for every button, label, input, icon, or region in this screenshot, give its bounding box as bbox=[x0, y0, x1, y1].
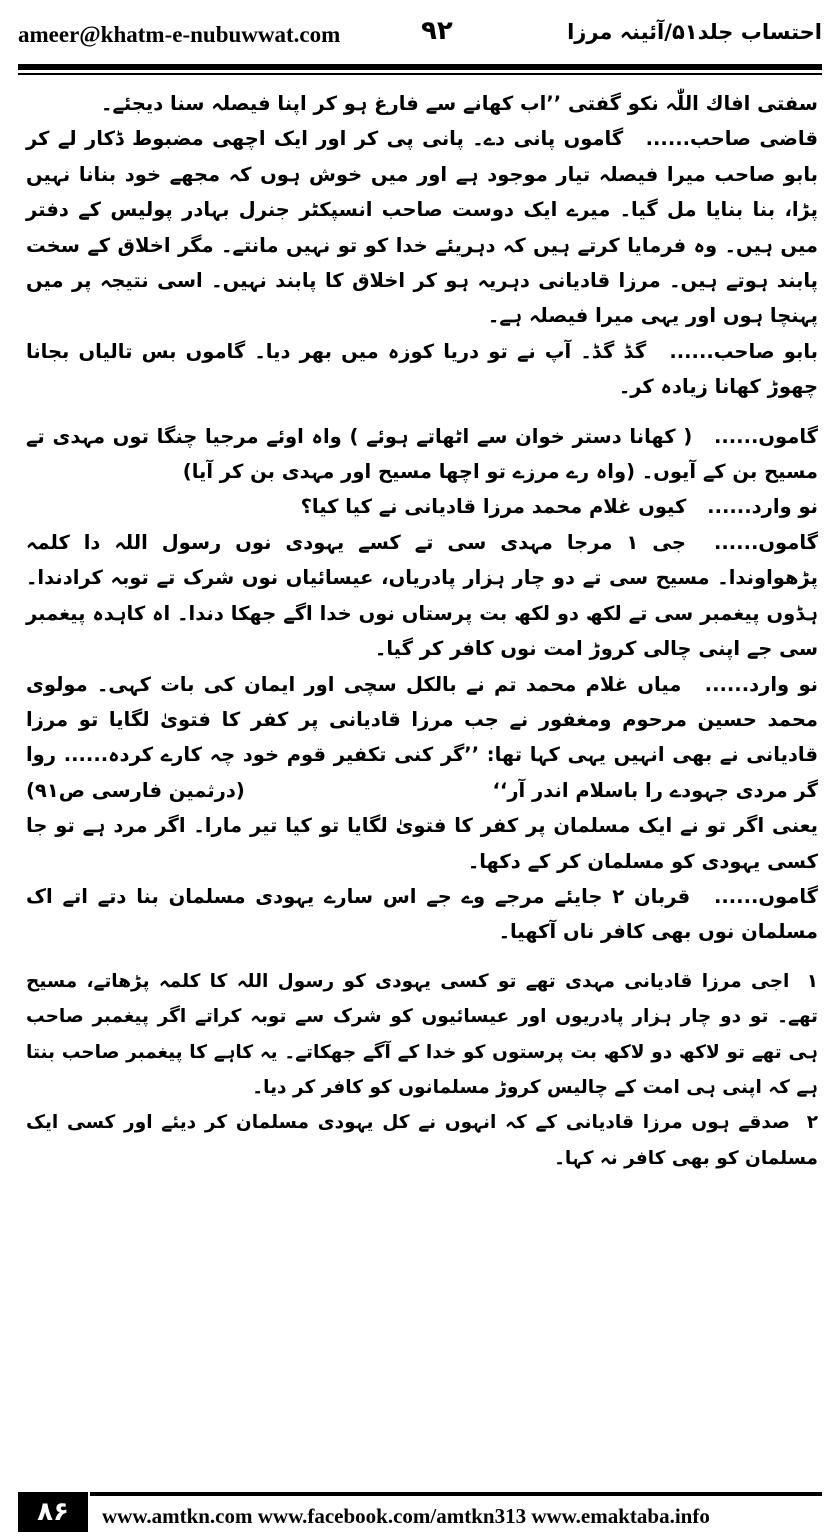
paragraph-translation: یعنی اگر تو نے ایک مسلمان پر کفر کا فتویٰ لگایا تو کیا تیر مارا۔ اگر مرد ہے تو جا کسی یہودی کو مسلمان کر کے دکھا۔ bbox=[26, 814, 818, 873]
header-book-title: احتساب جلد۵۱/آئینہ مرزا bbox=[567, 20, 822, 44]
footer-page-number: ۸۶ bbox=[18, 1492, 88, 1532]
dialogue-line bbox=[26, 879, 818, 950]
page-footer bbox=[18, 1488, 822, 1532]
header-rule-thick bbox=[18, 64, 822, 70]
header-email: ameer@khatm-e-nubuwwat.com bbox=[18, 22, 341, 47]
footnote-text: صدقے ہوں مرزا قادیانی کے کہ انہوں نے کل یہودی مسلمان کر دیئے اور کسی ایک مسلمان کو بھی کافر نہ کہا۔ bbox=[26, 1112, 818, 1169]
speaker-label: نو وارد...... bbox=[704, 672, 818, 696]
dialogue-line bbox=[26, 667, 818, 809]
speaker-label: گاموں...... bbox=[713, 530, 818, 554]
dialogue-text: میاں غلام محمد تم نے بالکل سچی اور ایمان کی بات کہی۔ مولوی محمد حسین مرحوم ومغفور نے جب مرزا قادیانی پر کفر کا فتویٰ لگایا تو مرزا قادیانی نے بھی انہیں یہی کہا تھا: ’’گر کنی تکفیر قوم خود چہ کارے کردہ...... روا گر مردی جہودے را باسلام اندر آر‘‘ bbox=[26, 672, 818, 802]
header-rule-thin bbox=[18, 73, 822, 75]
footnote-number: ۱ bbox=[806, 970, 818, 992]
speaker-label: گاموں...... bbox=[713, 884, 818, 908]
footnote-text: اجی مرزا قادیانی مہدی تھے تو کسی یہودی کو رسول اللہ کا کلمہ پڑھاتے، مسیح تھے۔ تو دو چار ہزار پادریوں اور عیسائیوں کو شرک سے توبہ کراتے اگر پیغمبر صاحب ہی تھے تو لاکھ دو لاکھ بت پرستوں کو خدا کے آگے جھکاتے۔ یہ کاہے کا پیغمبر صاحب بنتا ہے کہ اپنی ہی امت کے چالیس کروڑ مسلمانوں کو کافر کر دیا۔ bbox=[26, 970, 818, 1098]
spacer bbox=[26, 405, 818, 419]
page-header bbox=[18, 16, 822, 60]
dialogue-text: گاموں پانی دے۔ پانی پی کر اور ایک اچھی مضبوط ڈکار لے کر بابو صاحب میرا فیصلہ تیار موجود ہے اور میں خوش ہوں کہ مجھے خود بنانا نہیں پڑا، بنا بنایا مل گیا۔ میرے ایک دوست صاحب انسپکٹر جنرل بہادر پولیس کے دفتر میں ہیں۔ وہ فرمایا کرتے ہیں کہ دہریئے خدا کو تو نہیں مانتے۔ مگر اخلاق کے سخت پابند ہوتے ہیں۔ مرزا قادیانی دہریہ ہو کر اخلاق کا پابند نہیں۔ اسی نتیجہ پر میں پہنچا ہوں اور یہی میرا فیصلہ ہے۔ bbox=[26, 127, 818, 328]
footer-links: www.amtkn.com www.facebook.com/amtkn313 www.emaktaba.info bbox=[102, 1504, 710, 1528]
dialogue-line bbox=[26, 334, 818, 405]
dialogue-text: جی ۱ مرجا مہدی سی تے کسے یہودی نوں رسول اللہ دا کلمہ پڑھواوندا۔ مسیح سی تے دو چار ہزار پادریاں، عیسائیاں نوں شرک تے توبہ کرادندا۔ ہڈوں پیغمبر سی تے لکھ دو لکھ بت پرستاں نوں خدا اگے جھکا دندا۔ اہ کاہدہ پیغمبر سی جے اپنی چالی کروڑ امت نوں کافر کر گیا۔ bbox=[26, 530, 818, 661]
footer-rule bbox=[90, 1492, 822, 1496]
speaker-label: قاضی صاحب...... bbox=[645, 127, 818, 151]
speaker-label: نو وارد...... bbox=[707, 495, 818, 519]
speaker-label: گاموں...... bbox=[713, 424, 818, 448]
dialogue-text: گڈ گڈ۔ آپ نے تو دریا کوزہ میں بھر دیا۔ گاموں بس تالیاں بجانا چھوڑ کھانا زیادہ کر۔ bbox=[26, 339, 818, 399]
dialogue-text: قربان ۲ جایئے مرجے وے جے اس سارے یہودی مسلمان بنا دتے اتے اک مسلمان نوں بھی کافر ناں آکھیا۔ bbox=[26, 884, 818, 944]
spacer bbox=[26, 950, 818, 964]
footnote bbox=[26, 1105, 818, 1176]
page-content bbox=[26, 86, 818, 1176]
dialogue-line bbox=[26, 525, 818, 667]
citation: (درثمین فارسی ص۹۱) bbox=[26, 778, 245, 802]
dialogue-line bbox=[26, 121, 818, 333]
dialogue-line bbox=[26, 489, 818, 524]
paragraph-intro: سفتی افاك اللّٰہ نکو گفتی ’’اب کھانے سے فارغ ہو کر اپنا فیصلہ سنا دیجئے۔ bbox=[101, 92, 818, 115]
dialogue-text: ( کھانا دستر خوان سے اٹھاتے ہوئے ) واہ اوئے مرجیا چنگا توں مہدی تے مسیح بن کے آیوں۔ (واہ رے مرزے تو اچھا مسیح اور مہدی بن کر آیا) bbox=[26, 424, 818, 484]
dialogue-line bbox=[26, 419, 818, 490]
footnote bbox=[26, 964, 818, 1106]
dialogue-text: کیوں غلام محمد مرزا قادیانی نے کیا کیا؟ bbox=[300, 495, 687, 519]
footnote-number: ۲ bbox=[806, 1112, 818, 1134]
speaker-label: بابو صاحب...... bbox=[669, 339, 818, 363]
header-page-number: ۹۲ bbox=[421, 16, 453, 46]
